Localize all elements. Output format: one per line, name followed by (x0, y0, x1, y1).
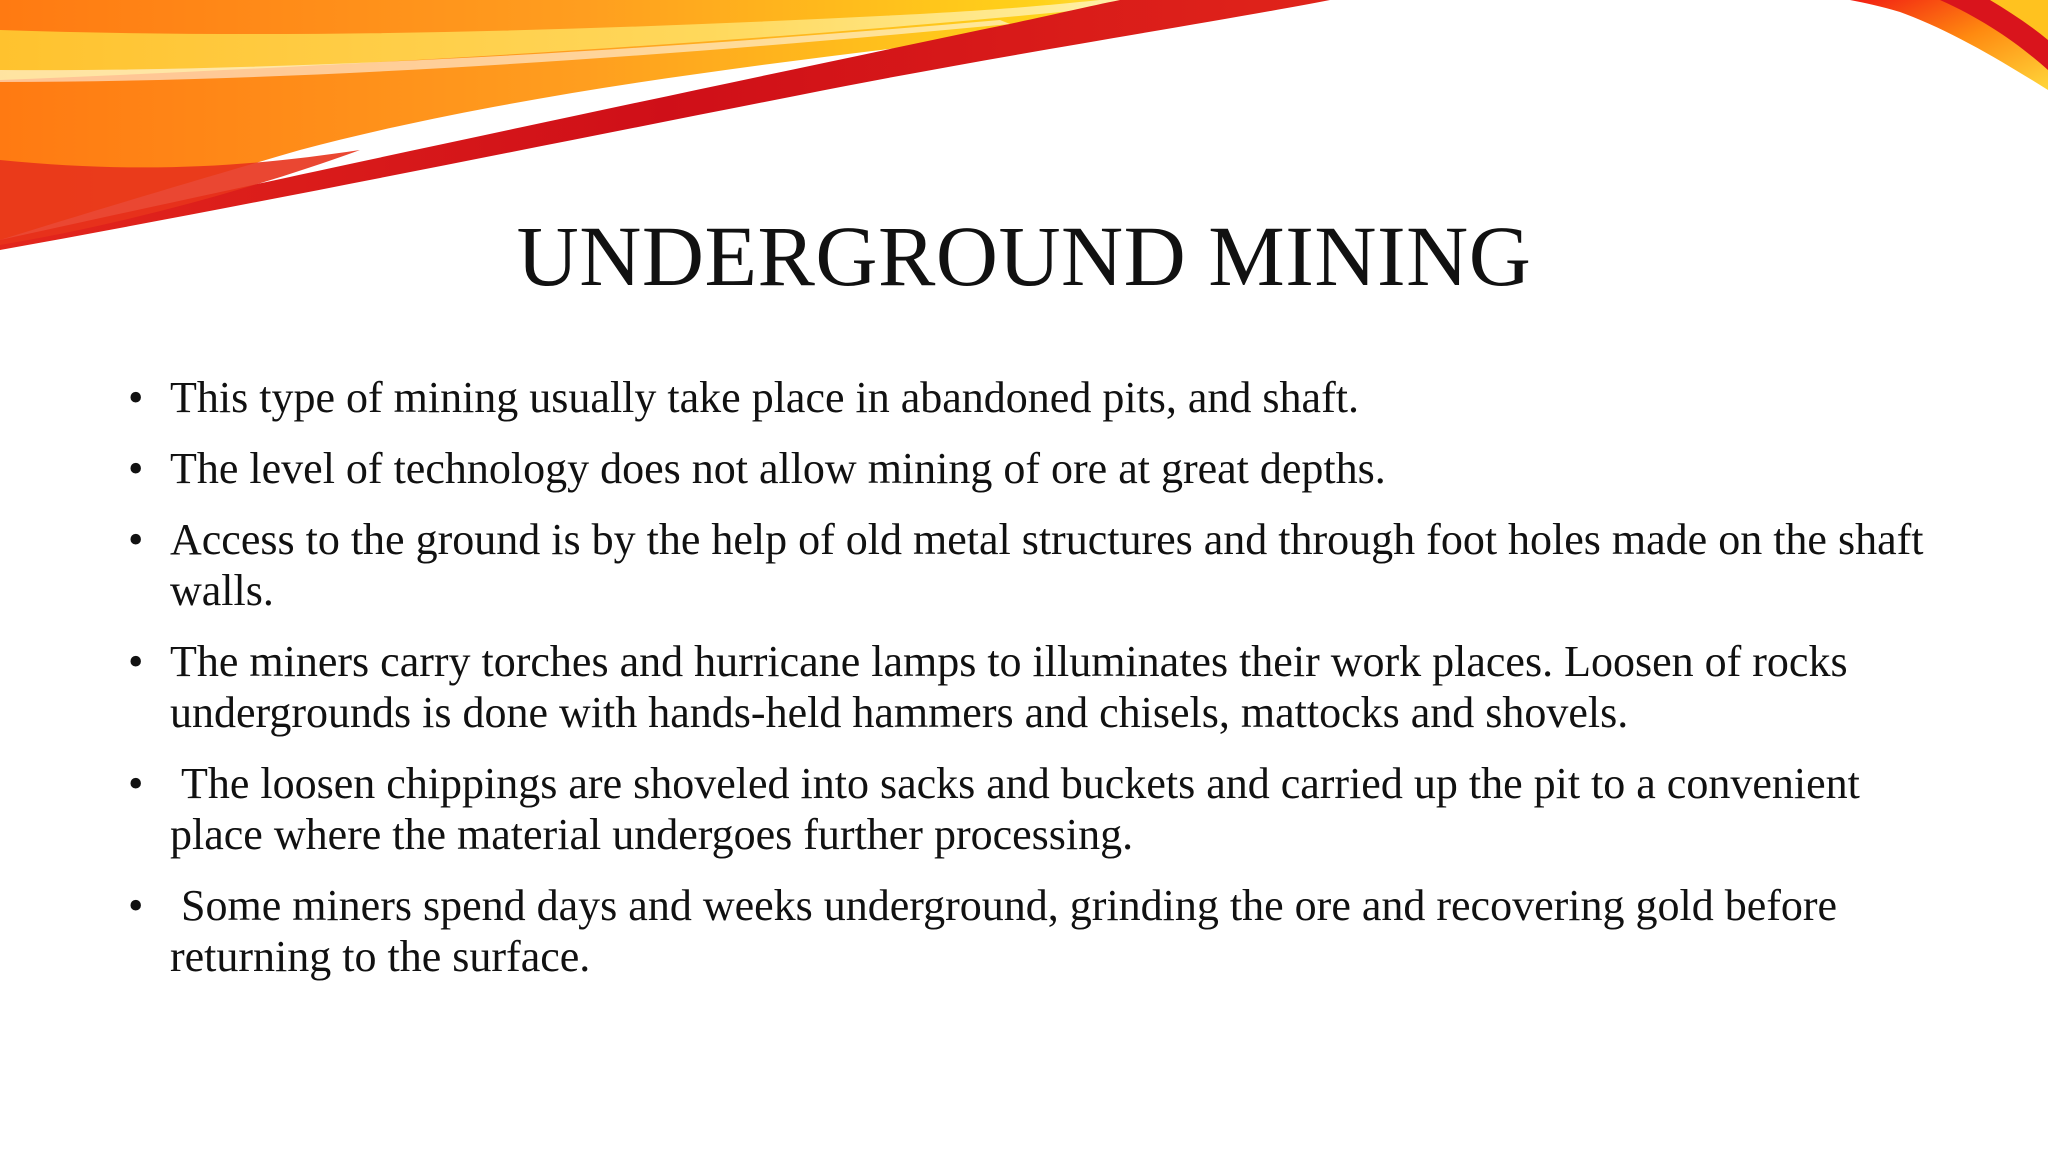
slide-title: UNDERGROUND MINING (516, 208, 1532, 304)
bullet-item (126, 758, 1926, 860)
bullet-marker: • (128, 515, 144, 564)
bullet-text: This type of mining usually take place in abandoned pits, and shaft. (170, 373, 1359, 422)
bullet-marker: • (128, 881, 144, 930)
bullet-item (126, 443, 1926, 494)
bullet-marker: • (128, 373, 144, 422)
bullet-list (126, 372, 1926, 1002)
bullet-marker: • (128, 759, 144, 808)
bullet-item (126, 636, 1926, 738)
bullet-marker: • (128, 637, 144, 686)
bullet-text: Access to the ground is by the help of old metal structures and through foot holes made on the shaft walls. (170, 515, 1924, 615)
bullet-text: The level of technology does not allow mining of ore at great depths. (170, 444, 1386, 493)
bullet-text: The miners carry torches and hurricane lamps to illuminates their work places. Loosen of rocks undergrounds is done with hands-held hammers and chisels, mattocks and shovels. (170, 637, 1848, 737)
bullet-text: Some miners spend days and weeks underground, grinding the ore and recovering gold before returning to the surface. (170, 881, 1849, 981)
bullet-item (126, 880, 1926, 982)
bullet-marker: • (128, 444, 144, 493)
bullet-text: The loosen chippings are shoveled into sacks and buckets and carried up the pit to a convenient place where the material undergoes further processing. (170, 759, 1871, 859)
bullet-item (126, 372, 1926, 423)
bullet-item (126, 514, 1926, 616)
